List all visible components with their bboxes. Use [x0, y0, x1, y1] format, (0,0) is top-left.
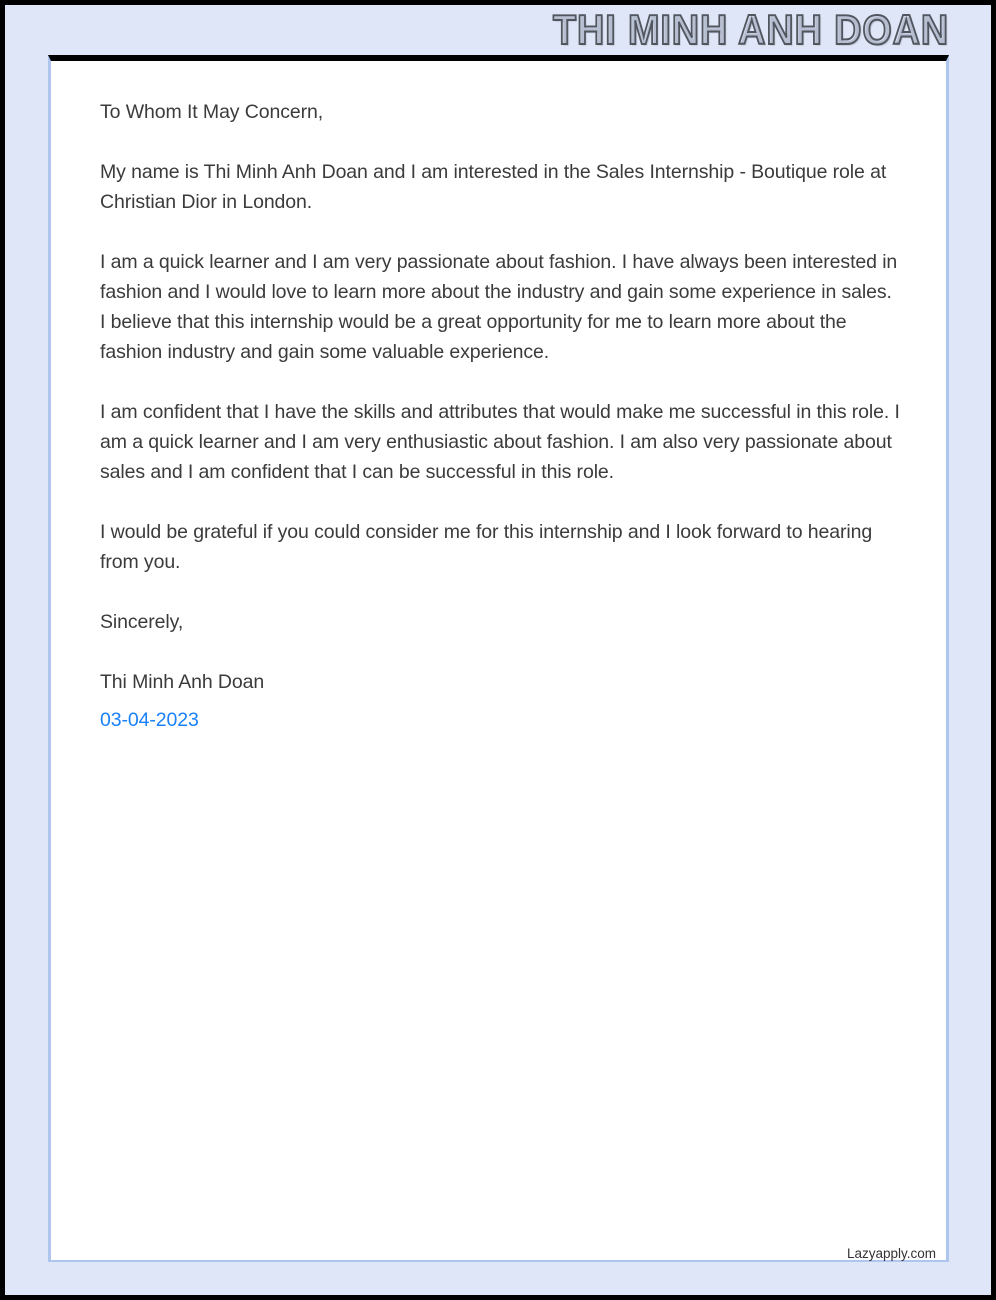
paragraph-skills: I am confident that I have the skills and attributes that would make me successful in this role. I am a quick learner and I am very enthusiastic about fashion. I am also very passionate about sales and I am confident that I can be successful in this role.	[100, 401, 900, 483]
header-name: THI MINH ANH DOAN	[552, 6, 949, 53]
paragraph-request: I would be grateful if you could consider me for this internship and I look forward to hearing from you.	[100, 521, 873, 573]
paragraph-intro: My name is Thi Minh Anh Doan and I am interested in the Sales Internship - Boutique role at Christian Dior in London.	[100, 161, 887, 213]
letter-body	[51, 61, 902, 735]
salutation: To Whom It May Concern,	[100, 101, 324, 123]
watermark-text: Lazyapply.com	[846, 1246, 936, 1261]
signature-name: Thi Minh Anh Doan	[100, 671, 265, 693]
closing: Sincerely,	[100, 611, 184, 633]
letter-page	[48, 55, 949, 1262]
paragraph-motivation: I am a quick learner and I am very passionate about fashion. I have always been interested in fashion and I would love to learn more about the industry and gain some experience in sales. I believe that this internship would be a great opportunity for me to learn more about the fashion industry and gain some valuable experience.	[100, 251, 898, 363]
letter-date: 03-04-2023	[100, 709, 199, 731]
document-background	[5, 5, 991, 1295]
